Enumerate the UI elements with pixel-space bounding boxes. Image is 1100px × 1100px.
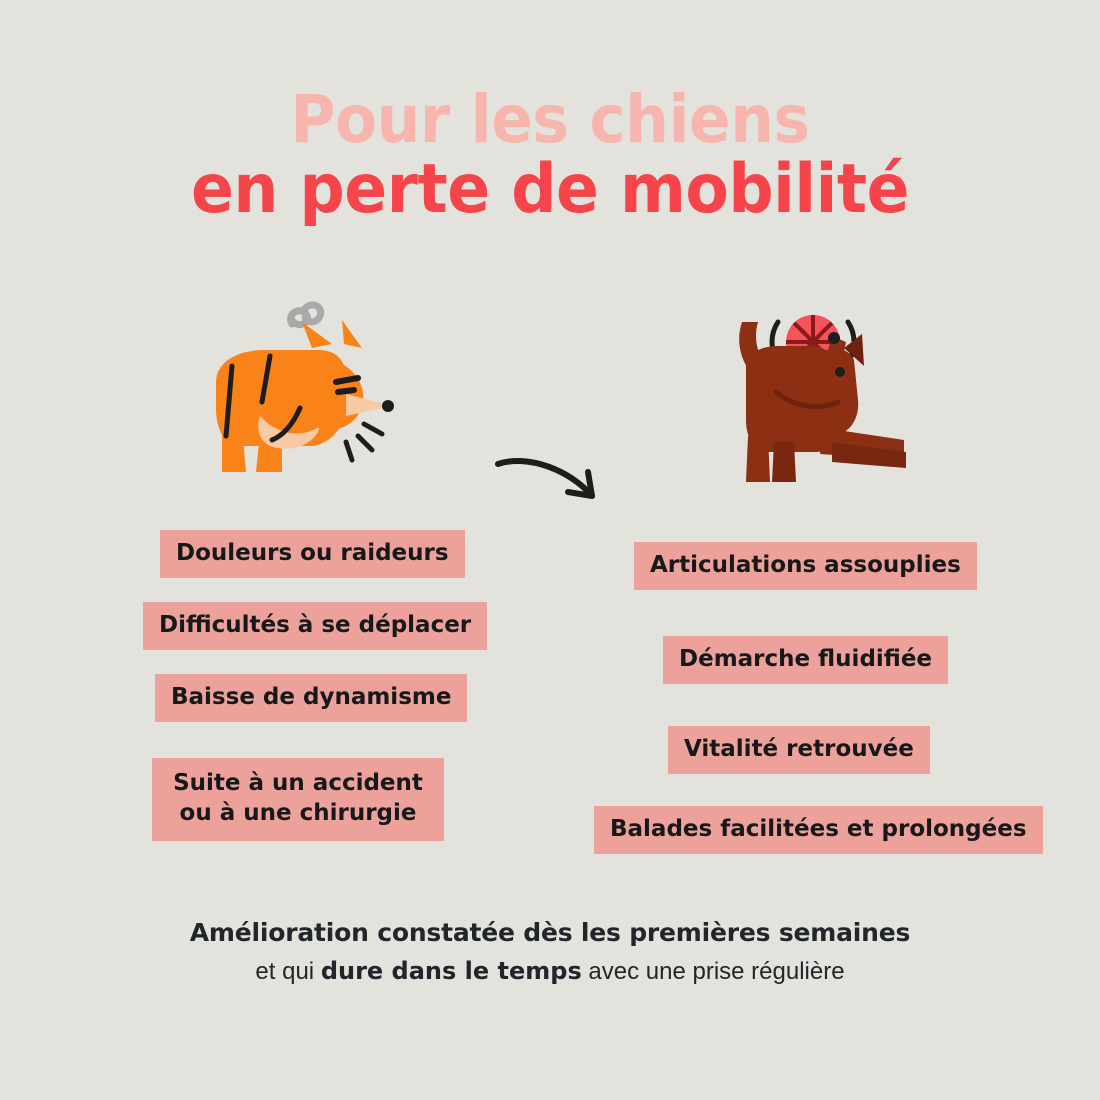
page-title (0, 81, 1100, 230)
benefit-pill: Balades facilitées et prolongées (594, 806, 1043, 854)
title-line-1: Pour les chiens (290, 81, 810, 158)
footer-line-2-prefix: et qui (255, 958, 321, 985)
symptom-pill: Difficultés à se déplacer (143, 602, 487, 650)
footer-line-2-bold: dure dans le temps (320, 957, 582, 985)
footer-note (0, 918, 1100, 986)
benefit-pill: Articulations assouplies (634, 542, 977, 590)
symptom-pill: Suite à un accident ou à une chirurgie (152, 758, 444, 841)
symptom-pill: Douleurs ou raideurs (160, 530, 465, 578)
title-line-2: en perte de mobilité (190, 150, 910, 230)
footer-line-2-suffix: avec une prise régulière (581, 958, 845, 985)
symptom-pill: Baisse de dynamisme (155, 674, 467, 722)
footer-line-1: Amélioration constatée dès les premières semaines (189, 918, 911, 947)
benefit-pill: Vitalité retrouvée (668, 726, 930, 774)
stiff-dog-illustration (196, 286, 416, 506)
benefit-pill: Démarche fluidifiée (663, 636, 948, 684)
footer-line-2 (0, 957, 1100, 986)
curved-arrow-icon (492, 456, 612, 516)
playful-dog-with-ball-illustration (716, 296, 926, 496)
